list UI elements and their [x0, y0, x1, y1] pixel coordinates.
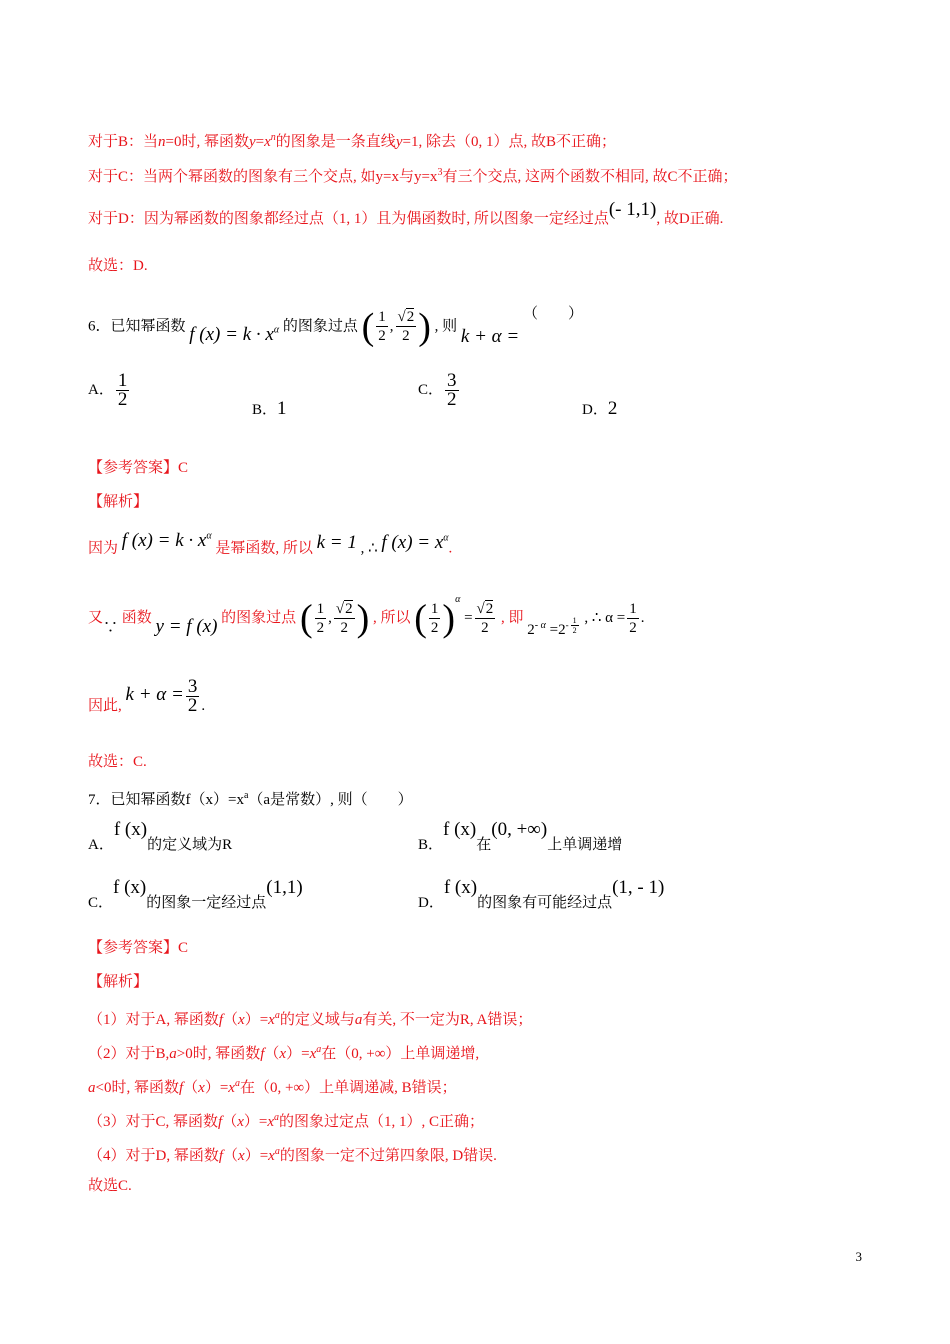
analysis-7-line-2: （2）对于B,a>0时, 幂函数$f(x)=x^a$在（0, +∞）上单调递增, [88, 1044, 480, 1062]
solution-line-c: 对于C：当两个幂函数的图象有三个交点, 如y=x与$y=x^3$有三个交点, 这两个函数不相同, 故C不正确； [88, 167, 738, 185]
reference-answer-7: 【参考答案】C [88, 940, 189, 956]
option-b[interactable]: B．1 [252, 398, 287, 419]
analysis-title-6: 【解析】 [88, 494, 149, 510]
q7-option-d[interactable]: D．f (x)的图象有可能经过点(1, - 1) [418, 877, 665, 911]
analysis-6-line-1: 因为 f $(x) = k \cdot x^\alpha$ 是幂函数, 所以 k = 1 , ∴ f $(x) = x^\alpha$. [88, 530, 453, 557]
analysis-6-line-2: 又∵ 函数 y = f (x) 的图象过点 ( $\frac{1}{2}$ , $\frac{√2}{2}$ ) , 所以 ( $\frac{1}{2}$ )$^\alpha$ = $\frac{√2}{2}$ , 即 $2^{- \alpha} =2^{- \frac{1}{2}}$ , ∴ α = $\frac{1}{2}$ . [88, 594, 645, 640]
analysis-title-7: 【解析】 [88, 974, 149, 990]
analysis-7-line-3: a<0时, 幂函数$f(x)=x^a$在（0, +∞）上单调递减, B错误； [88, 1078, 457, 1096]
solution-line-b: 对于B：当n=0时, 幂函数$y=x^n$的图象是一条直线y=1, 除去（0, 1）点, 故B不正确； [88, 132, 616, 150]
question-6-stem: 6．已知幂函数 f $(x) = k \cdot x^\alpha$ 的图象过点 ( $\frac{1}{2}$ , $\frac{√2}{2}$ ) , 则 k + α = （ ） [88, 305, 583, 348]
q7-option-b[interactable]: B．f (x)在(0, +∞)上单调递增 [418, 819, 623, 853]
page-number: 3 [855, 1249, 862, 1264]
q7-option-a[interactable]: A．f (x)的定义域为R [88, 819, 233, 853]
analysis-7-line-5: （4）对于D, 幂函数$f(x)=x^a$的图象一定不过第四象限, D错误. [88, 1146, 497, 1164]
option-d[interactable]: D．2 [582, 398, 618, 419]
analysis-7-line-4: （3）对于C, 幂函数$f(x)=x^a$的图象过定点（1, 1）, C正确； [88, 1112, 485, 1130]
question-7-stem: 7．已知幂函数$f(x)=x^a(a$是常数）, 则（ ） [88, 790, 413, 808]
option-a[interactable]: A． $\frac{1}{2}$ [88, 370, 128, 410]
reference-answer-6: 【参考答案】C [88, 460, 189, 476]
answer-6: 故选：C. [88, 754, 147, 770]
analysis-7-line-1: （1）对于A, 幂函数$f(x)=x^a$的定义域与a有关, 不一定为R, A错误； [88, 1010, 533, 1028]
answer-7: 故选C. [88, 1178, 132, 1194]
answer-5: 故选：D. [88, 258, 148, 274]
q7-option-c[interactable]: C．f (x)的图象一定经过点(1,1) [88, 877, 303, 911]
analysis-6-line-3: 因此, k + α = $\frac{3}{2}$ . [88, 676, 206, 717]
option-c[interactable]: C． $\frac{3}{2}$ [418, 370, 457, 410]
solution-line-d: 对于D：因为幂函数的图象都经过点（1, 1）且为偶函数时, 所以图象一定经过点(- 1,1), 故D正确. [88, 199, 724, 227]
